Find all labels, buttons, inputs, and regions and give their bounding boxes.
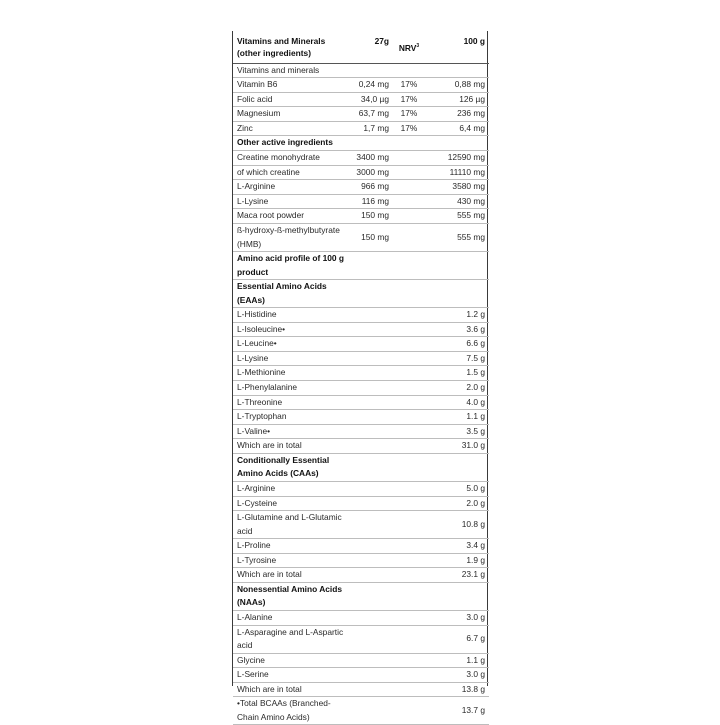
ingredient-name: Which are in total: [233, 682, 349, 697]
value-_: [393, 381, 425, 396]
ingredient-name: Magnesium: [233, 107, 349, 122]
value-per100: 430 mg: [425, 194, 489, 209]
section-active: Other active ingredients: [233, 136, 489, 151]
value-_: [349, 366, 393, 381]
table-row: [233, 308, 489, 323]
value-serving: 34,0 µg: [349, 92, 393, 107]
value-_: [349, 481, 393, 496]
value-per100: 5.0 g: [425, 481, 489, 496]
ingredient-name: L-Histidine: [233, 308, 349, 323]
header-per100: 100 g: [425, 31, 489, 63]
section-caa: Conditionally Essential Amino Acids (CAAs): [233, 453, 349, 481]
ingredient-name: L-Arginine: [233, 481, 349, 496]
ingredient-name: L-Valine•: [233, 424, 349, 439]
value-_: [393, 653, 425, 668]
value-_: [349, 351, 393, 366]
value-_: [393, 180, 425, 195]
table-row: [233, 366, 489, 381]
table-row: [233, 610, 489, 625]
value-_: [349, 424, 393, 439]
value-_: [349, 381, 393, 396]
value-per100: 3.0 g: [425, 610, 489, 625]
value-_: [349, 539, 393, 554]
value-_: [393, 496, 425, 511]
value-per100: 126 µg: [425, 92, 489, 107]
value-per100: 13.8 g: [425, 682, 489, 697]
value-_: [393, 481, 425, 496]
section-eaa: Essential Amino Acids (EAAs): [233, 280, 349, 308]
table-header-row: [233, 31, 489, 63]
value-per100: 1.2 g: [425, 308, 489, 323]
value-_: [393, 366, 425, 381]
value-_: [393, 568, 425, 583]
header-label: Vitamins and Minerals (other ingredients): [233, 31, 349, 63]
ingredient-name: L-Lysine: [233, 194, 349, 209]
table-row: [233, 568, 489, 583]
table-row: [233, 424, 489, 439]
table-row: [233, 381, 489, 396]
section-naa: Nonessential Amino Acids (NAAs): [233, 582, 349, 610]
value-_: [349, 697, 393, 725]
value-_: [393, 351, 425, 366]
value-_: [393, 610, 425, 625]
table-row: [233, 337, 489, 352]
table-row: [233, 194, 489, 209]
table-row: [233, 539, 489, 554]
value-_: [349, 511, 393, 539]
value-per100: 7.5 g: [425, 351, 489, 366]
section-row: [233, 63, 489, 78]
value-per100: 1.1 g: [425, 410, 489, 425]
ingredient-name: Which are in total: [233, 439, 349, 454]
table-row: [233, 481, 489, 496]
table-row: [233, 395, 489, 410]
table-row: [233, 625, 489, 653]
table-row: [233, 121, 489, 136]
ingredient-name: L-Cysteine: [233, 496, 349, 511]
value-_: [349, 682, 393, 697]
value-_: [393, 424, 425, 439]
value-_: [393, 439, 425, 454]
value-serving: 3400 mg: [349, 151, 393, 166]
value-per100: 3.4 g: [425, 539, 489, 554]
table-row: [233, 92, 489, 107]
value-_: [349, 439, 393, 454]
value-_: [393, 209, 425, 224]
value-_: [393, 224, 425, 252]
value-_: [349, 553, 393, 568]
value-nrv: 17%: [393, 121, 425, 136]
table-row: [233, 209, 489, 224]
ingredient-name: Maca root powder: [233, 209, 349, 224]
ingredient-name: L-Arginine: [233, 180, 349, 195]
ingredient-name: L-Asparagine and L-Aspartic acid: [233, 625, 349, 653]
value-per100: 10.8 g: [425, 511, 489, 539]
value-per100: 12590 mg: [425, 151, 489, 166]
value-serving: 3000 mg: [349, 165, 393, 180]
ingredient-name: L-Tryptophan: [233, 410, 349, 425]
value-serving: 150 mg: [349, 224, 393, 252]
value-_: [393, 511, 425, 539]
value-_: [349, 653, 393, 668]
table-row: [233, 78, 489, 93]
value-_: [393, 395, 425, 410]
value-per100: 11110 mg: [425, 165, 489, 180]
ingredient-name: •Total BCAAs (Branched-Chain Amino Acids): [233, 697, 349, 725]
table-row: [233, 107, 489, 122]
value-nrv: 17%: [393, 107, 425, 122]
value-per100: 23.1 g: [425, 568, 489, 583]
table-row: [233, 351, 489, 366]
value-_: [349, 322, 393, 337]
value-_: [349, 668, 393, 683]
value-_: [393, 668, 425, 683]
ingredient-name: L-Serine: [233, 668, 349, 683]
value-_: [393, 539, 425, 554]
ingredient-name: L-Leucine•: [233, 337, 349, 352]
value-_: [349, 410, 393, 425]
value-_: [393, 308, 425, 323]
ingredient-name: L-Tyrosine: [233, 553, 349, 568]
value-_: [393, 194, 425, 209]
value-_: [393, 410, 425, 425]
table-row: [233, 653, 489, 668]
nutrition-table: [233, 31, 489, 725]
table-row: [233, 697, 489, 725]
value-per100: 236 mg: [425, 107, 489, 122]
table-row: [233, 682, 489, 697]
ingredient-name: L-Methionine: [233, 366, 349, 381]
value-serving: 150 mg: [349, 209, 393, 224]
table-row: [233, 180, 489, 195]
value-_: [393, 682, 425, 697]
value-_: [393, 165, 425, 180]
value-_: [393, 337, 425, 352]
ingredient-name: of which creatine: [233, 165, 349, 180]
value-per100: 13.7 g: [425, 697, 489, 725]
value-_: [393, 151, 425, 166]
ingredient-name: Creatine monohydrate: [233, 151, 349, 166]
ingredient-name: L-Phenylalanine: [233, 381, 349, 396]
table-row: [233, 151, 489, 166]
ingredient-name: L-Glutamine and L-Glutamic acid: [233, 511, 349, 539]
table-row: [233, 322, 489, 337]
value-nrv: 17%: [393, 78, 425, 93]
value-per100: 2.0 g: [425, 496, 489, 511]
value-per100: 3.0 g: [425, 668, 489, 683]
table-row: [233, 668, 489, 683]
value-per100: 3580 mg: [425, 180, 489, 195]
ingredient-name: L-Isoleucine•: [233, 322, 349, 337]
value-serving: 0,24 mg: [349, 78, 393, 93]
value-per100: 6,4 mg: [425, 121, 489, 136]
table-row: [233, 410, 489, 425]
value-serving: 1,7 mg: [349, 121, 393, 136]
section-row: [233, 582, 489, 610]
ingredient-name: L-Threonine: [233, 395, 349, 410]
value-_: [349, 496, 393, 511]
ingredient-name: L-Alanine: [233, 610, 349, 625]
ingredient-name: Folic acid: [233, 92, 349, 107]
value-_: [349, 610, 393, 625]
ingredient-name: L-Proline: [233, 539, 349, 554]
ingredient-name: Vitamin B6: [233, 78, 349, 93]
value-per100: 2.0 g: [425, 381, 489, 396]
value-_: [393, 697, 425, 725]
value-per100: 0,88 mg: [425, 78, 489, 93]
section-row: [233, 280, 489, 308]
value-serving: 116 mg: [349, 194, 393, 209]
value-per100: 3.5 g: [425, 424, 489, 439]
value-per100: 6.7 g: [425, 625, 489, 653]
value-nrv: 17%: [393, 92, 425, 107]
value-per100: 4.0 g: [425, 395, 489, 410]
value-per100: 1.5 g: [425, 366, 489, 381]
header-serving: 27g: [349, 31, 393, 63]
section-row: [233, 136, 489, 151]
value-serving: 63,7 mg: [349, 107, 393, 122]
value-per100: 555 mg: [425, 224, 489, 252]
value-_: [393, 625, 425, 653]
nutrition-table-panel: [232, 31, 488, 722]
table-row: [233, 511, 489, 539]
value-_: [349, 625, 393, 653]
ingredient-name: Glycine: [233, 653, 349, 668]
section-vitamins: Vitamins and minerals: [233, 63, 489, 78]
value-per100: 555 mg: [425, 209, 489, 224]
ingredient-name: ß-hydroxy-ß-methylbutyrate (HMB): [233, 224, 349, 252]
table-row: [233, 553, 489, 568]
section-row: [233, 252, 489, 280]
value-_: [349, 568, 393, 583]
value-per100: 1.1 g: [425, 653, 489, 668]
section-row: [233, 453, 489, 481]
table-row: [233, 224, 489, 252]
value-_: [349, 308, 393, 323]
table-row: [233, 496, 489, 511]
table-row: [233, 439, 489, 454]
value-per100: 6.6 g: [425, 337, 489, 352]
amino-title: Amino acid profile of 100 g product: [233, 252, 349, 280]
value-_: [393, 553, 425, 568]
header-nrv: NRV$^3$: [393, 31, 425, 63]
ingredient-name: Zinc: [233, 121, 349, 136]
table-row: [233, 165, 489, 180]
ingredient-name: L-Lysine: [233, 351, 349, 366]
value-_: [393, 322, 425, 337]
value-_: [349, 337, 393, 352]
value-per100: 31.0 g: [425, 439, 489, 454]
value-per100: 1.9 g: [425, 553, 489, 568]
value-_: [349, 395, 393, 410]
value-serving: 966 mg: [349, 180, 393, 195]
ingredient-name: Which are in total: [233, 568, 349, 583]
value-per100: 3.6 g: [425, 322, 489, 337]
